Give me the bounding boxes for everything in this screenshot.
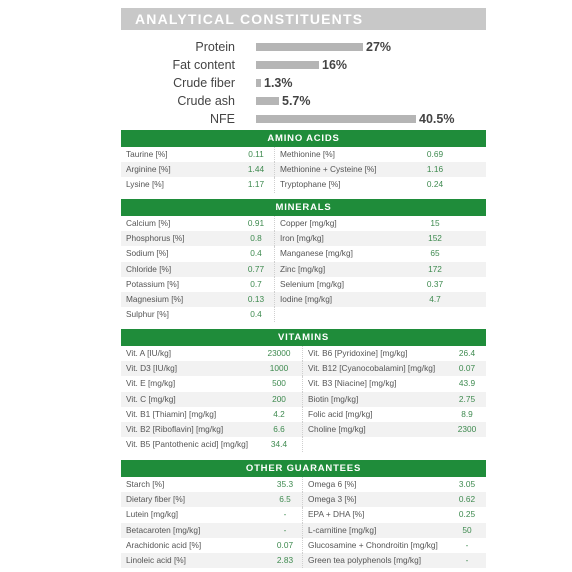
table-row <box>121 292 486 307</box>
nutrient-value: 23000 <box>267 348 291 358</box>
nutrient-name: Sodium [%] <box>126 248 169 259</box>
nutrient-name: Vit. B2 [Riboflavin] [mg/kg] <box>126 423 224 434</box>
constituent-row <box>121 74 486 92</box>
table-row <box>121 177 486 192</box>
minerals-section <box>121 199 486 322</box>
nutrient-name: Vit. E [mg/kg] <box>126 378 176 389</box>
constituent-bar <box>256 115 416 123</box>
nutrient-value: - <box>283 524 287 535</box>
nutrient-value: 1.17 <box>247 179 265 190</box>
nutrient-value: - <box>465 554 469 565</box>
nutrient-value: 35.3 <box>276 479 294 489</box>
table-row <box>121 216 486 231</box>
constituent-label: Protein <box>195 40 235 54</box>
nutrient-name: Lutein [mg/kg] <box>126 509 179 520</box>
nutrient-name: Selenium [mg/kg] <box>280 278 345 289</box>
nutrient-name: EPA + DHA [%] <box>308 509 365 520</box>
nutrient-name: Manganese [mg/kg] <box>280 248 353 259</box>
constituents-bar-list <box>121 38 486 128</box>
section-title: VITAMINS <box>121 329 486 346</box>
nutrient-value: 34.4 <box>270 439 288 450</box>
nutrient-value: 2.83 <box>276 554 294 565</box>
nutrient-name: Biotin [mg/kg] <box>308 393 359 404</box>
nutrient-name: Folic acid [mg/kg] <box>308 408 373 419</box>
table-row <box>121 246 486 261</box>
constituent-bar <box>256 61 319 69</box>
nutrient-name: Vit. B3 [Niacine] [mg/kg] <box>308 378 397 389</box>
table-row <box>121 492 486 507</box>
nutrient-value: 0.07 <box>276 539 294 550</box>
nutrient-value: 65 <box>430 248 440 259</box>
nutrient-name: Vit. A [IU/kg] <box>126 348 172 358</box>
nutrient-value: 152 <box>428 233 442 244</box>
table-row <box>121 553 486 568</box>
nutrient-value: 8.9 <box>461 408 473 419</box>
nutrient-value: 0.77 <box>247 263 265 274</box>
nutrient-value: 0.69 <box>426 149 444 159</box>
nutrient-value: 4.2 <box>273 408 285 419</box>
nutrient-value: 0.37 <box>426 278 444 289</box>
nutrient-name: Omega 3 [%] <box>308 494 357 505</box>
nutrient-name: Copper [mg/kg] <box>280 218 337 228</box>
table-row <box>121 262 486 277</box>
constituent-row <box>121 38 486 56</box>
nutrient-name: Vit. B6 [Pyridoxine] [mg/kg] <box>308 348 408 358</box>
section-title: OTHER GUARANTEES <box>121 460 486 477</box>
nutrient-value: 1000 <box>269 363 289 374</box>
table-row <box>121 538 486 553</box>
nutrient-value: 0.11 <box>248 149 264 159</box>
nutrient-name: Vit. B5 [Pantothenic acid] [mg/kg] <box>126 439 249 450</box>
nutrient-value: 3.05 <box>458 479 476 489</box>
nutrient-name: Calcium [%] <box>126 218 171 228</box>
nutrient-name: Vit. B1 [Thiamin] [mg/kg] <box>126 408 217 419</box>
nutrient-value: 50 <box>462 524 472 535</box>
nutrient-name: Arachidonic acid [%] <box>126 539 202 550</box>
nutrient-value: 2.75 <box>458 393 476 404</box>
constituent-value: 16% <box>322 58 348 72</box>
nutrient-value: 6.6 <box>273 423 285 434</box>
nutrient-value: 1.44 <box>247 164 265 175</box>
nutrient-value: 1.16 <box>426 164 444 175</box>
nutrient-name: Chloride [%] <box>126 263 172 274</box>
nutrient-name: Green tea polyphenols [mg/kg] <box>308 554 421 565</box>
section-title: AMINO ACIDS <box>121 130 486 147</box>
nutrient-value: 0.7 <box>250 278 262 289</box>
table-row <box>121 147 486 162</box>
constituent-label: Fat content <box>172 58 235 72</box>
constituent-value: 27% <box>366 40 392 54</box>
table-row <box>121 307 486 322</box>
nutrient-value: 0.4 <box>250 248 262 259</box>
nutrient-name: Arginine [%] <box>126 164 171 175</box>
nutrient-name: Taurine [%] <box>126 149 168 159</box>
constituent-bar <box>256 43 363 51</box>
table-row <box>121 277 486 292</box>
table-row <box>121 392 486 407</box>
nutrient-value: - <box>465 539 469 550</box>
nutrient-name: Vit. C [mg/kg] <box>126 393 176 404</box>
nutrient-name: Iron [mg/kg] <box>280 233 324 244</box>
table-row <box>121 376 486 391</box>
constituent-label: Crude fiber <box>173 76 235 90</box>
nutrient-name: Vit. B12 [Cyanocobalamin] [mg/kg] <box>308 363 436 374</box>
constituent-label: NFE <box>210 112 235 126</box>
nutrient-name: Methionine + Cysteine [%] <box>280 164 377 175</box>
constituent-bar <box>256 79 261 87</box>
nutrient-name: Dietary fiber [%] <box>126 494 186 505</box>
amino-acids-section <box>121 130 486 193</box>
table-row <box>121 437 486 452</box>
nutrient-value: 0.91 <box>247 218 265 228</box>
nutrient-value: - <box>283 509 287 520</box>
nutrient-value: 15 <box>430 218 440 228</box>
nutrient-value: 2300 <box>457 423 477 434</box>
table-row <box>121 361 486 376</box>
nutrient-name: Choline [mg/kg] <box>308 423 366 434</box>
table-row <box>121 231 486 246</box>
constituent-value: 5.7% <box>282 94 311 108</box>
nutrient-name: Linoleic acid [%] <box>126 554 186 565</box>
constituent-value: 40.5% <box>419 112 455 126</box>
nutrient-value: 4.7 <box>429 293 441 304</box>
section-title: MINERALS <box>121 199 486 216</box>
nutrient-name: Vit. D3 [IU/kg] <box>126 363 178 374</box>
table-row <box>121 162 486 177</box>
nutrient-name: Potassium [%] <box>126 278 180 289</box>
nutrient-value: 0.4 <box>250 309 262 320</box>
nutrient-name: Lysine [%] <box>126 179 164 190</box>
constituent-bar <box>256 97 279 105</box>
table-row <box>121 422 486 437</box>
constituent-row <box>121 92 486 110</box>
nutrient-value: 26.4 <box>458 348 476 358</box>
constituent-row <box>121 56 486 74</box>
nutrient-value: 0.13 <box>247 293 265 304</box>
nutrient-name: Iodine [mg/kg] <box>280 293 333 304</box>
nutrient-name: Zinc [mg/kg] <box>280 263 326 274</box>
nutrient-name: Magnesium [%] <box>126 293 184 304</box>
nutrient-value: 0.62 <box>458 494 476 505</box>
nutrient-value: 500 <box>272 378 286 389</box>
nutrient-name: Methionine [%] <box>280 149 335 159</box>
nutrient-name: Phosphorus [%] <box>126 233 185 244</box>
table-row <box>121 477 486 492</box>
table-row <box>121 346 486 361</box>
nutrient-value: 172 <box>428 263 442 274</box>
nutrient-value: 0.07 <box>458 363 476 374</box>
table-row <box>121 507 486 522</box>
nutrient-name: Sulphur [%] <box>126 309 169 320</box>
nutrient-value: 200 <box>272 393 286 404</box>
table-row <box>121 407 486 422</box>
nutrient-name: Omega 6 [%] <box>308 479 357 489</box>
nutrient-value: 0.8 <box>250 233 262 244</box>
nutrient-value: 6.5 <box>279 494 291 505</box>
nutrient-name: Tryptophane [%] <box>280 179 341 190</box>
nutrient-value: 43.9 <box>458 378 476 389</box>
analytical-constituents-header: ANALYTICAL CONSTITUENTS <box>121 8 486 30</box>
nutrient-name: Starch [%] <box>126 479 165 489</box>
constituent-value: 1.3% <box>264 76 293 90</box>
constituent-label: Crude ash <box>177 94 235 108</box>
nutrient-name: L-carnitine [mg/kg] <box>308 524 377 535</box>
other-guarantees-section <box>121 460 486 568</box>
nutrient-name: Glucosamine + Chondroitin [mg/kg] <box>308 539 438 550</box>
nutrient-value: 0.24 <box>426 179 444 190</box>
table-row <box>121 523 486 538</box>
nutrient-name: Betacaroten [mg/kg] <box>126 524 201 535</box>
nutrient-value: 0.25 <box>458 509 476 520</box>
vitamins-section <box>121 329 486 452</box>
constituent-row <box>121 110 486 128</box>
